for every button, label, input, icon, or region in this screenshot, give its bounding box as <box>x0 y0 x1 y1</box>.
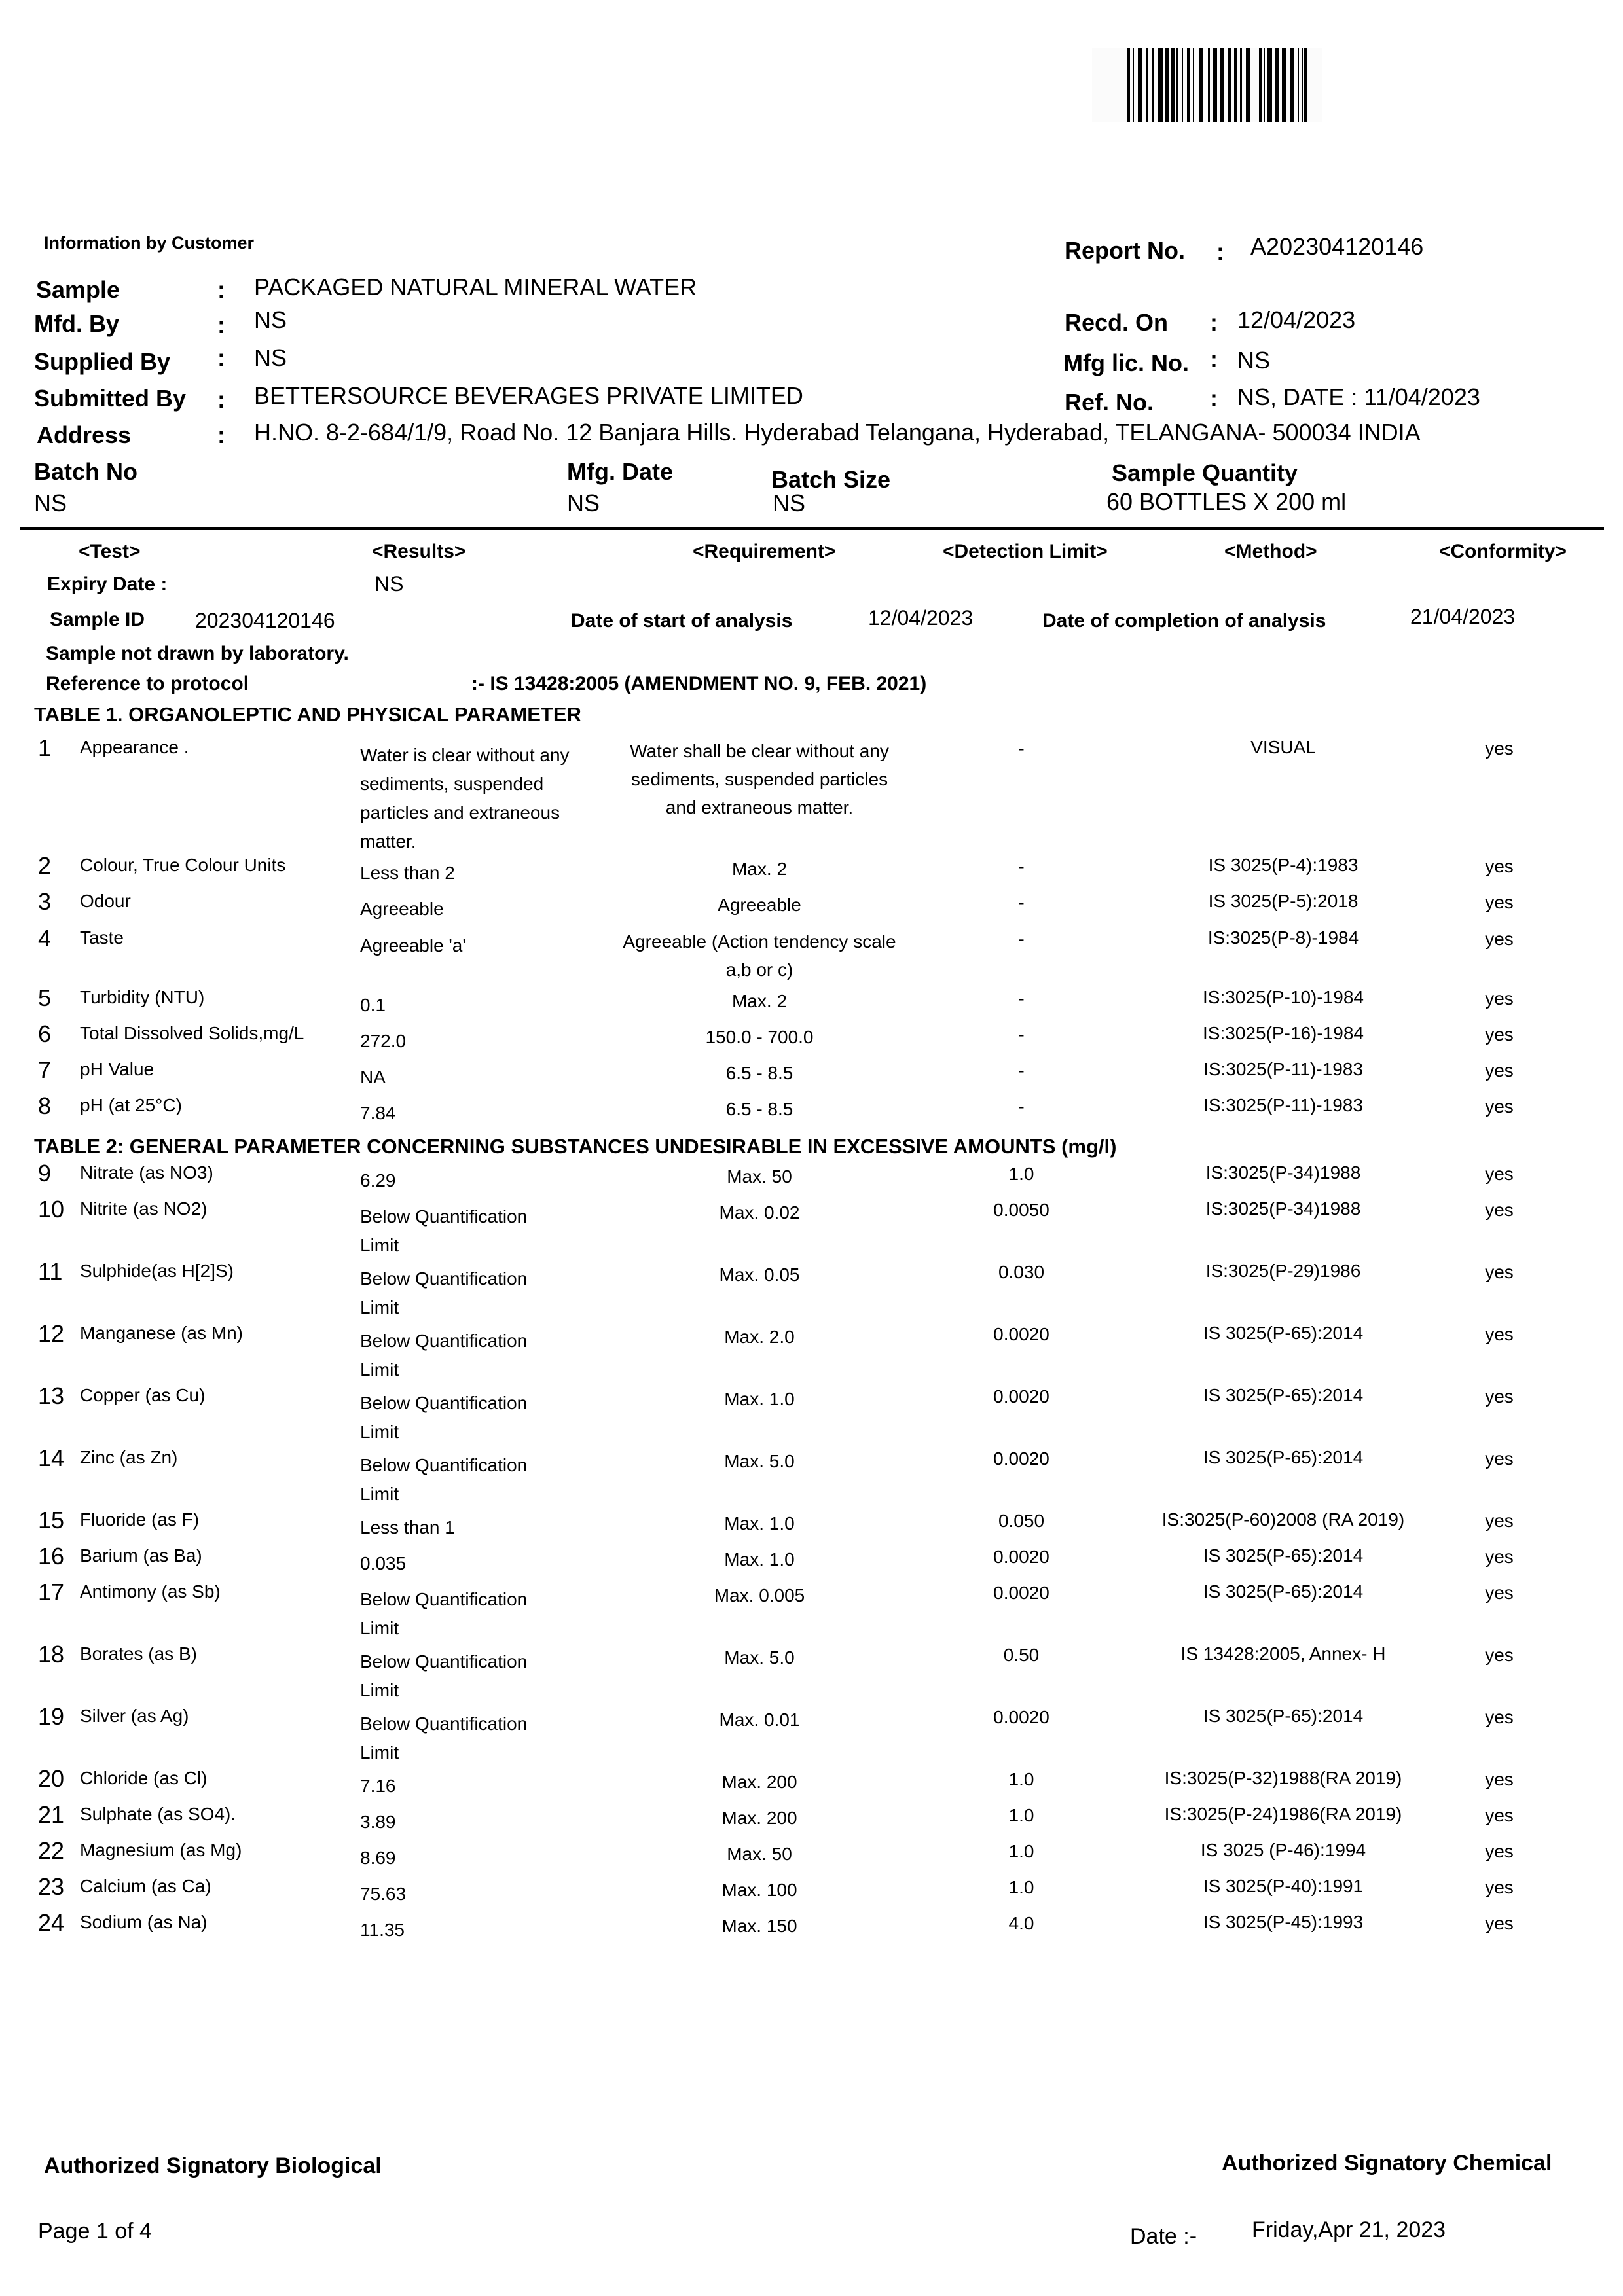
result-value: Below Quantification Limit <box>360 1455 528 1504</box>
conformity-value: yes <box>1485 1645 1514 1665</box>
row-number: 19 <box>38 1703 65 1730</box>
test-name: Sulphide(as H[2]S) <box>80 1261 234 1281</box>
method-value: IS 3025(P-65):2014 <box>1203 1323 1364 1343</box>
barcode-bar <box>1133 48 1134 122</box>
conformity-value: yes <box>1485 1841 1514 1861</box>
method-value: IS 3025(P-4):1983 <box>1208 855 1359 875</box>
conformity-value: yes <box>1485 1386 1514 1407</box>
row-number: 16 <box>38 1543 65 1570</box>
result-value: 75.63 <box>360 1884 407 1904</box>
ref-no-colon: : <box>1210 385 1218 412</box>
result-value: 0.035 <box>360 1553 407 1573</box>
method-value: IS 13428:2005, Annex- H <box>1180 1643 1386 1664</box>
batch-size-label: Batch Size <box>771 466 891 493</box>
requirement-value: Max. 2 <box>731 859 788 879</box>
detection-limit-value: 1.0 <box>1008 1841 1034 1861</box>
test-name: Calcium (as Ca) <box>80 1876 211 1896</box>
col-header-requirement: <Requirement> <box>693 541 836 562</box>
mfg-lic-no-value: NS <box>1237 347 1271 374</box>
requirement-value: 6.5 - 8.5 <box>725 1099 793 1119</box>
result-value: Below Quantification Limit <box>360 1651 528 1700</box>
detection-limit-value: 4.0 <box>1008 1913 1034 1933</box>
sample-value: PACKAGED NATURAL MINERAL WATER <box>254 274 697 300</box>
method-value: IS:3025(P-24)1986(RA 2019) <box>1164 1804 1402 1824</box>
report-no-value: A202304120146 <box>1250 233 1424 260</box>
result-value: Water is clear without any sediments, suspended particles and extraneous matter. <box>360 745 570 852</box>
method-value: IS:3025(P-29)1986 <box>1205 1261 1361 1281</box>
requirement-value: Max. 0.01 <box>719 1710 800 1730</box>
row-number: 12 <box>38 1320 65 1347</box>
result-value: Below Quantification Limit <box>360 1393 528 1442</box>
conformity-value: yes <box>1485 1707 1514 1727</box>
barcode-bar <box>1240 48 1242 122</box>
detection-limit-value: - <box>1018 929 1025 949</box>
result-value: Below Quantification Limit <box>360 1206 528 1255</box>
requirement-value: Agreeable <box>718 895 801 915</box>
report-no-colon: : <box>1216 238 1224 265</box>
requirement-value: Max. 200 <box>721 1808 797 1828</box>
test-name: Borates (as B) <box>80 1643 197 1664</box>
conformity-value: yes <box>1485 892 1514 912</box>
method-value: IS:3025(P-60)2008 (RA 2019) <box>1161 1509 1405 1530</box>
conformity-value: yes <box>1485 929 1514 949</box>
conformity-value: yes <box>1485 1200 1514 1220</box>
row-number: 1 <box>38 734 52 761</box>
supplied-by-value: NS <box>254 344 287 371</box>
col-header-detection-limit: <Detection Limit> <box>943 541 1108 562</box>
requirement-value: Max. 0.02 <box>719 1202 800 1223</box>
requirement-value: Max. 0.05 <box>719 1265 800 1285</box>
conformity-value: yes <box>1485 1805 1514 1825</box>
table2-title: TABLE 2: GENERAL PARAMETER CONCERNING SUBSTANCES UNDESIRABLE IN EXCESSIVE AMOUNTS (mg/l) <box>34 1135 1117 1158</box>
completion-analysis-label: Date of completion of analysis <box>1042 610 1326 632</box>
result-value: 0.1 <box>360 995 386 1015</box>
result-value: Below Quantification Limit <box>360 1331 528 1380</box>
conformity-value: yes <box>1485 1877 1514 1897</box>
report-date-label: Date :- <box>1130 2224 1197 2249</box>
test-name: Colour, True Colour Units <box>80 855 286 875</box>
conformity-value: yes <box>1485 738 1514 759</box>
signatory-chemical: Authorized Signatory Chemical <box>1222 2151 1552 2176</box>
mfd-by-label: Mfd. By <box>34 310 119 337</box>
method-value: IS 3025(P-40):1991 <box>1203 1876 1364 1896</box>
supplied-by-colon: : <box>217 344 225 371</box>
barcode-bar <box>1298 48 1299 122</box>
detection-limit-value: 0.0020 <box>993 1324 1049 1344</box>
test-name: Magnesium (as Mg) <box>80 1840 242 1860</box>
result-value: Below Quantification Limit <box>360 1268 528 1318</box>
test-name: Zinc (as Zn) <box>80 1447 178 1467</box>
barcode-bar <box>1176 48 1178 122</box>
method-value: IS 3025(P-65):2014 <box>1203 1706 1364 1726</box>
result-value: 6.29 <box>360 1170 396 1191</box>
detection-limit-value: - <box>1018 738 1025 759</box>
expiry-date-value: NS <box>374 572 404 596</box>
result-value: Agreeable <box>360 899 444 919</box>
method-value: IS:3025(P-32)1988(RA 2019) <box>1164 1768 1402 1788</box>
address-label: Address <box>37 422 132 448</box>
row-number: 7 <box>38 1056 52 1083</box>
sample-colon: : <box>217 276 225 303</box>
report-date-value: Friday,Apr 21, 2023 <box>1252 2217 1446 2242</box>
page-number: Page 1 of 4 <box>38 2219 152 2244</box>
detection-limit-value: - <box>1018 856 1025 876</box>
method-value: IS:3025(P-34)1988 <box>1205 1198 1361 1219</box>
mfg-lic-no-label: Mfg lic. No. <box>1063 350 1189 376</box>
conformity-value: yes <box>1485 1583 1514 1603</box>
test-name: Sodium (as Na) <box>80 1912 208 1932</box>
detection-limit-value: 0.0020 <box>993 1707 1049 1727</box>
result-value: NA <box>360 1067 386 1087</box>
requirement-value: Max. 100 <box>721 1880 797 1900</box>
method-value: IS:3025(P-16)-1984 <box>1203 1023 1364 1043</box>
row-number: 23 <box>38 1873 65 1900</box>
test-name: Sulphate (as SO4). <box>80 1804 236 1824</box>
barcode-bar <box>1264 48 1265 122</box>
conformity-value: yes <box>1485 1096 1514 1117</box>
barcode-bar <box>1158 48 1163 122</box>
barcode-bar <box>1275 48 1279 122</box>
col-header-results: <Results> <box>372 541 466 562</box>
requirement-value: 150.0 - 700.0 <box>705 1027 814 1047</box>
detection-limit-value: 0.030 <box>998 1262 1045 1282</box>
test-name: Nitrite (as NO2) <box>80 1198 208 1219</box>
test-name: Nitrate (as NO3) <box>80 1162 213 1183</box>
row-number: 22 <box>38 1837 65 1864</box>
requirement-value: Max. 200 <box>721 1772 797 1792</box>
requirement-value: Max. 2.0 <box>724 1327 795 1347</box>
detection-limit-value: - <box>1018 1060 1025 1081</box>
barcode-bar <box>1228 48 1231 122</box>
result-value: Below Quantification Limit <box>360 1713 528 1763</box>
supplied-by-label: Supplied By <box>34 348 171 375</box>
requirement-value: Max. 2 <box>731 991 788 1011</box>
test-name: Manganese (as Mn) <box>80 1323 244 1343</box>
barcode-bar <box>1182 48 1183 122</box>
row-number: 14 <box>38 1444 65 1471</box>
requirement-value: Max. 1.0 <box>724 1389 795 1409</box>
recd-on-value: 12/04/2023 <box>1237 306 1356 333</box>
table1-title: TABLE 1. ORGANOLEPTIC AND PHYSICAL PARAMETER <box>34 703 581 726</box>
conformity-value: yes <box>1485 1511 1514 1531</box>
conformity-value: yes <box>1485 1060 1514 1081</box>
barcode-bar <box>1152 48 1154 122</box>
row-number: 17 <box>38 1579 65 1605</box>
detection-limit-value: - <box>1018 988 1025 1009</box>
recd-on-colon: : <box>1210 309 1218 336</box>
detection-limit-value: 0.0050 <box>993 1200 1049 1220</box>
barcode-bar <box>1199 48 1203 122</box>
method-value: VISUAL <box>1250 737 1316 757</box>
info-by-customer-label: Information by Customer <box>44 233 255 253</box>
barcode-icon <box>1092 48 1322 122</box>
method-value: IS 3025 (P-46):1994 <box>1200 1840 1366 1860</box>
detection-limit-value: - <box>1018 1096 1025 1117</box>
barcode-bar <box>1302 48 1303 122</box>
signatory-biological: Authorized Signatory Biological <box>44 2153 382 2178</box>
submitted-by-value: BETTERSOURCE BEVERAGES PRIVATE LIMITED <box>254 382 803 409</box>
detection-limit-value: 0.0020 <box>993 1547 1049 1567</box>
report-no-label: Report No. <box>1065 237 1185 264</box>
batch-no-value: NS <box>34 490 67 516</box>
method-value: IS:3025(P-8)-1984 <box>1207 927 1359 948</box>
detection-limit-value: 0.050 <box>998 1511 1045 1531</box>
method-value: IS 3025(P-65):2014 <box>1203 1385 1364 1405</box>
requirement-value: Max. 5.0 <box>724 1647 795 1668</box>
barcode-bar <box>1246 48 1250 122</box>
mfg-date-label: Mfg. Date <box>567 458 673 485</box>
barcode-bar <box>1208 48 1210 122</box>
sample-quantity-label: Sample Quantity <box>1112 459 1298 486</box>
barcode-bar <box>1234 48 1237 122</box>
barcode-bar <box>1138 48 1142 122</box>
col-header-method: <Method> <box>1224 541 1317 562</box>
method-value: IS 3025(P-45):1993 <box>1203 1912 1364 1932</box>
method-value: IS 3025(P-5):2018 <box>1208 891 1359 911</box>
ref-no-value: NS, DATE : 11/04/2023 <box>1237 384 1480 410</box>
barcode-bar <box>1165 48 1169 122</box>
col-header-conformity: <Conformity> <box>1439 541 1567 562</box>
reference-protocol-label: Reference to protocol <box>46 673 249 694</box>
sample-quantity-value: 60 BOTTLES X 200 ml <box>1106 488 1347 515</box>
requirement-value: Max. 1.0 <box>724 1513 795 1534</box>
barcode-bar <box>1187 48 1190 122</box>
row-number: 3 <box>38 888 52 915</box>
mfd-by-colon: : <box>217 312 225 338</box>
reference-protocol-text: :- IS 13428:2005 (AMENDMENT NO. 9, FEB. 2021) <box>471 673 927 694</box>
conformity-value: yes <box>1485 1262 1514 1282</box>
detection-limit-value: - <box>1018 892 1025 912</box>
batch-no-label: Batch No <box>34 458 138 485</box>
test-name: Fluoride (as F) <box>80 1509 200 1530</box>
result-value: Agreeable 'a' <box>360 935 466 956</box>
mfg-lic-no-colon: : <box>1210 346 1218 372</box>
requirement-value: Water shall be clear without any sediments, suspended particles and extraneous matter. <box>630 741 889 817</box>
sample-id-value: 202304120146 <box>195 609 335 632</box>
col-header-test: <Test> <box>79 541 141 562</box>
result-value: 11.35 <box>360 1920 405 1940</box>
requirement-value: Max. 5.0 <box>724 1451 795 1471</box>
barcode-bar <box>1213 48 1217 122</box>
mfd-by-value: NS <box>254 306 287 333</box>
detection-limit-value: 1.0 <box>1008 1805 1034 1825</box>
row-number: 9 <box>38 1160 52 1187</box>
submitted-by-colon: : <box>217 386 225 413</box>
test-name: Total Dissolved Solids,mg/L <box>80 1023 304 1043</box>
conformity-value: yes <box>1485 1547 1514 1567</box>
row-number: 18 <box>38 1641 65 1668</box>
conformity-value: yes <box>1485 1448 1514 1469</box>
method-value: IS:3025(P-11)-1983 <box>1203 1095 1363 1115</box>
test-name: Silver (as Ag) <box>80 1706 189 1726</box>
method-value: IS 3025(P-65):2014 <box>1203 1545 1364 1566</box>
requirement-value: Max. 50 <box>727 1166 792 1187</box>
method-value: IS 3025(P-65):2014 <box>1203 1581 1364 1602</box>
method-value: IS:3025(P-34)1988 <box>1205 1162 1361 1183</box>
barcode-bar <box>1146 48 1148 122</box>
sample-label: Sample <box>36 276 120 303</box>
test-name: Copper (as Cu) <box>80 1385 206 1405</box>
test-name: pH Value <box>80 1059 155 1079</box>
address-value: H.NO. 8-2-684/1/9, Road No. 12 Banjara Hills. Hyderabad Telangana, Hyderabad, TELANGANA- 500034 INDIA <box>254 419 1421 446</box>
test-name: Odour <box>80 891 131 911</box>
barcode-bar <box>1259 48 1262 122</box>
row-number: 4 <box>38 925 52 952</box>
detection-limit-value: - <box>1018 1024 1025 1045</box>
method-value: IS:3025(P-10)-1984 <box>1203 987 1364 1007</box>
result-value: 8.69 <box>360 1848 396 1868</box>
requirement-value: Max. 150 <box>721 1916 797 1936</box>
row-number: 11 <box>38 1258 63 1285</box>
barcode-bar <box>1171 48 1175 122</box>
result-value: Below Quantification Limit <box>360 1589 528 1638</box>
conformity-value: yes <box>1485 856 1514 876</box>
barcode-bar <box>1282 48 1286 122</box>
barcode-bar <box>1304 48 1307 122</box>
result-value: 272.0 <box>360 1031 407 1051</box>
detection-limit-value: 1.0 <box>1008 1877 1034 1897</box>
conformity-value: yes <box>1485 1913 1514 1933</box>
sample-not-drawn-note: Sample not drawn by laboratory. <box>46 643 349 664</box>
row-number: 8 <box>38 1092 52 1119</box>
row-number: 5 <box>38 984 52 1011</box>
test-name: Barium (as Ba) <box>80 1545 202 1566</box>
ref-no-label: Ref. No. <box>1065 389 1154 416</box>
requirement-value: Agreeable (Action tendency scale a,b or c) <box>623 931 896 980</box>
submitted-by-label: Submitted By <box>34 385 187 412</box>
conformity-value: yes <box>1485 1164 1514 1184</box>
method-value: IS 3025(P-65):2014 <box>1203 1447 1364 1467</box>
batch-size-value: NS <box>773 490 806 516</box>
expiry-date-label: Expiry Date : <box>47 573 168 595</box>
detection-limit-value: 1.0 <box>1008 1769 1034 1789</box>
detection-limit-value: 1.0 <box>1008 1164 1034 1184</box>
method-value: IS:3025(P-11)-1983 <box>1203 1059 1363 1079</box>
requirement-value: Max. 50 <box>727 1844 792 1864</box>
recd-on-label: Recd. On <box>1065 309 1169 336</box>
test-name: Appearance . <box>80 737 189 757</box>
barcode-bar <box>1267 48 1272 122</box>
test-name: Antimony (as Sb) <box>80 1581 221 1602</box>
conformity-value: yes <box>1485 1324 1514 1344</box>
row-number: 13 <box>38 1382 65 1409</box>
header-divider <box>20 527 1604 530</box>
test-name: Chloride (as Cl) <box>80 1768 208 1788</box>
conformity-value: yes <box>1485 1024 1514 1045</box>
detection-limit-value: 0.50 <box>1003 1645 1040 1665</box>
row-number: 24 <box>38 1909 65 1936</box>
result-value: 3.89 <box>360 1812 396 1832</box>
detection-limit-value: 0.0020 <box>993 1448 1049 1469</box>
test-name: pH (at 25°C) <box>80 1095 182 1115</box>
start-analysis-value: 12/04/2023 <box>868 606 974 630</box>
row-number: 10 <box>38 1196 65 1223</box>
barcode-bar <box>1290 48 1294 122</box>
result-value: 7.84 <box>360 1103 396 1123</box>
row-number: 20 <box>38 1765 65 1792</box>
start-analysis-label: Date of start of analysis <box>571 610 793 632</box>
mfg-date-value: NS <box>567 490 600 516</box>
barcode-bar <box>1220 48 1224 122</box>
detection-limit-value: 0.0020 <box>993 1583 1049 1603</box>
conformity-value: yes <box>1485 1769 1514 1789</box>
address-colon: : <box>217 422 225 448</box>
sample-id-label: Sample ID <box>50 609 145 630</box>
reference-protocol-value <box>217 673 927 695</box>
test-name: Taste <box>80 927 124 948</box>
completion-analysis-value: 21/04/2023 <box>1410 605 1516 628</box>
requirement-value: Max. 1.0 <box>724 1549 795 1570</box>
conformity-value: yes <box>1485 988 1514 1009</box>
row-number: 6 <box>38 1020 52 1047</box>
result-value: Less than 2 <box>360 863 455 883</box>
barcode-bar <box>1127 48 1130 122</box>
row-number: 2 <box>38 852 52 879</box>
barcode-bar <box>1193 48 1194 122</box>
result-value: Less than 1 <box>360 1517 455 1537</box>
test-name: Turbidity (NTU) <box>80 987 205 1007</box>
row-number: 15 <box>38 1507 65 1534</box>
requirement-value: Max. 0.005 <box>714 1585 805 1605</box>
requirement-value: 6.5 - 8.5 <box>725 1063 793 1083</box>
detection-limit-value: 0.0020 <box>993 1386 1049 1407</box>
row-number: 21 <box>38 1801 65 1828</box>
result-value: 7.16 <box>360 1776 396 1796</box>
